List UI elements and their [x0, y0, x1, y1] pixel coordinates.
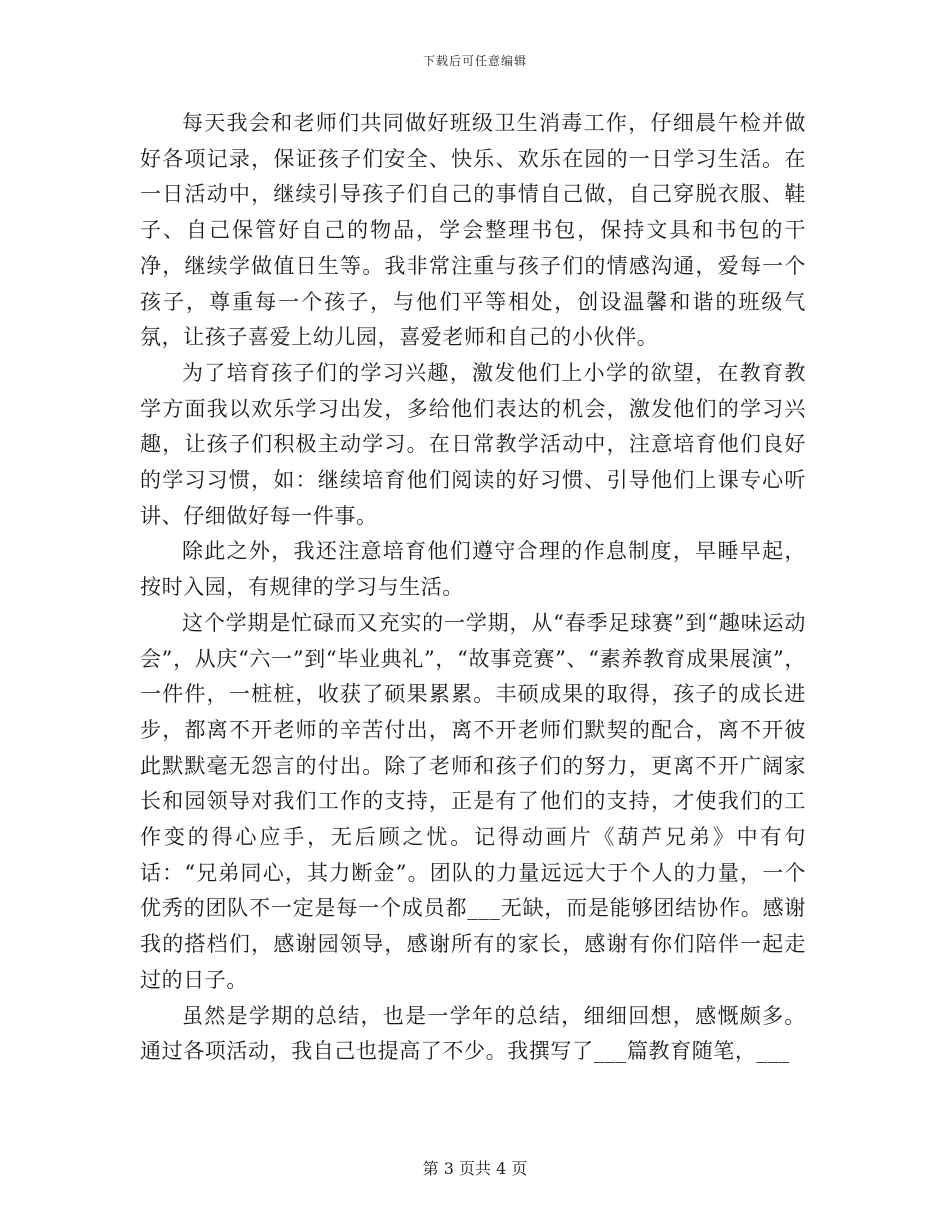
page-header: 下载后可任意编辑 [422, 54, 527, 68]
paragraph-routine: 除此之外，我还注意培育他们遵守合理的作息制度，早睡早起，按时入园，有规律的学习与生活。 [140, 539, 806, 600]
document-body [140, 106, 806, 1070]
page-number: 第 3 页共 4 页 [422, 1159, 528, 1178]
paragraph-learning-interest: 为了培育孩子们的学习兴趣，激发他们上小学的欲望，在教育教学方面我以欢乐学习出发，多给他们表达的机会，激发他们的学习兴趣，让孩子们积极主动学习。在日常教学活动中，注意培育他们良好的学习习惯，如：继续培育他们阅读的好习惯、引导他们上课专心听讲、仔细做好每一件事。 [140, 360, 806, 528]
paragraph-summary: 虽然是学期的总结，也是一学年的总结，细细回想，感慨颇多。通过各项活动，我自己也提高了不少。我撰写了___篇教育随笔，___ [140, 1003, 806, 1064]
paragraph-semester-events: 这个学期是忙碌而又充实的一学期，从“春季足球赛”到“趣味运动会”，从庆“六一”到“毕业典礼”，“故事竞赛”、“素养教育成果展演”，一件件，一桩桩，收获了硕果累累。丰硕成果的取得，孩子的成长进步，都离不开老师的辛苦付出，离不开老师们默契的配合，离不开彼此默默毫无怨言的付出。除了老师和孩子们的努力，更离不开广阔家长和园领导对我们工作的支持，正是有了他们的支持，才使我们的工作变的得心应手，无后顾之忧。记得动画片《葫芦兄弟》中有句话：“兄弟同心，其力断金”。团队的力量远远大于个人的力量，一个优秀的团队不一定是每一个成员都___无缺，而是能够团结协作。感谢我的搭档们，感谢园领导，感谢所有的家长，感谢有你们陪伴一起走过的日子。 [140, 610, 806, 992]
paragraph-hygiene: 每天我会和老师们共同做好班级卫生消毒工作，仔细晨午检并做好各项记录，保证孩子们安全、快乐、欢乐在园的一日学习生活。在一日活动中，继续引导孩子们自己的事情自己做，自己穿脱衣服、鞋子、自己保管好自己的物品，学会整理书包，保持文具和书包的干净，继续学做值日生等。我非常注重与孩子们的情感沟通，爱每一个孩子，尊重每一个孩子，与他们平等相处，创设温馨和谐的班级气氛，让孩子喜爱上幼儿园，喜爱老师和自己的小伙伴。 [140, 111, 806, 350]
